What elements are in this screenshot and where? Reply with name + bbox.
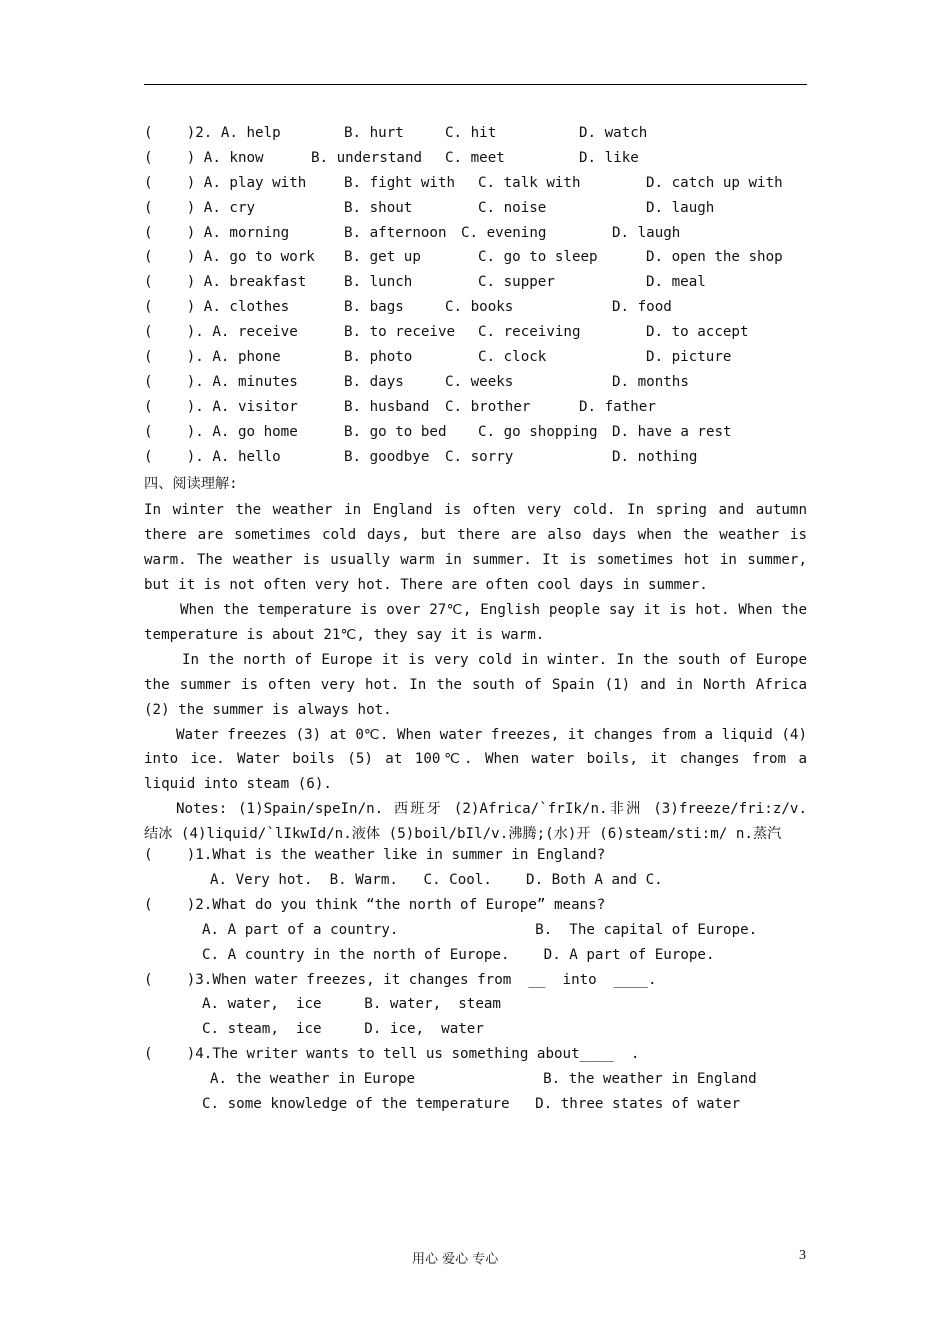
question-stem: ( )1.What is the weather like in summer in England? bbox=[144, 847, 606, 864]
question-stem: ( )3.When water freezes, it changes from __ into ____. bbox=[144, 971, 657, 988]
option-b: B. goodbye bbox=[344, 448, 430, 465]
option-b: B. hurt bbox=[344, 125, 404, 141]
option-b: B. to receive bbox=[344, 324, 456, 341]
option-d: D. laugh bbox=[646, 199, 715, 216]
question-options: C. steam, ice D. ice, water bbox=[202, 1021, 484, 1038]
option-d: D. like bbox=[579, 149, 639, 166]
option-row bbox=[144, 225, 807, 250]
question-options: A. A part of a country. B. The capital of Europe. bbox=[202, 921, 758, 938]
option-row bbox=[144, 249, 807, 274]
page-content bbox=[144, 125, 807, 1121]
reading-paragraph-4: Water freezes (3) at 0℃. When water freezes, it changes from a liquid (4) into ice. Water boils (5) at 100℃. When water boils, it changes from a liquid into steam (6). bbox=[144, 726, 807, 793]
option-d: D. catch up with bbox=[646, 174, 783, 191]
option-c: C. supper bbox=[478, 274, 555, 291]
page-number: 3 bbox=[799, 1248, 806, 1263]
option-d: D. watch bbox=[579, 125, 648, 141]
option-b: B. understand bbox=[311, 149, 423, 166]
question-stem: ( )2.What do you think “the north of Europe” means? bbox=[144, 896, 606, 913]
option-row bbox=[144, 399, 807, 424]
vocabulary-notes: Notes: (1)Spain/speIn/n. 西班牙 (2)Africa/`frIk/n.非洲 (3)freeze/fri:z/v. 结冰 (4)liquid/`lIkwId/n.液体 (5)boil/bIl/v.沸腾;(水)开 (6)steam/sti:m/ n.蒸汽 bbox=[144, 801, 807, 843]
option-row bbox=[144, 200, 807, 225]
reading-paragraph-2: When the temperature is over 27℃, English people say it is hot. When the temperature is about 21℃, they say it is warm. bbox=[144, 601, 807, 643]
option-row bbox=[144, 175, 807, 200]
option-b: B. afternoon bbox=[344, 224, 447, 241]
option-b: B. husband bbox=[344, 398, 430, 415]
option-a: ( ) A. go to work bbox=[144, 249, 315, 266]
option-c: C. go to sleep bbox=[478, 249, 598, 266]
option-d: D. nothing bbox=[612, 448, 698, 465]
option-c: C. evening bbox=[461, 224, 547, 241]
option-d: D. meal bbox=[646, 274, 706, 291]
option-b: B. days bbox=[344, 373, 404, 390]
option-a: ( ) A. play with bbox=[144, 174, 307, 191]
question-options: C. some knowledge of the temperature D. three states of water bbox=[202, 1095, 741, 1112]
option-row bbox=[144, 125, 807, 150]
option-row bbox=[144, 274, 807, 299]
option-b: B. shout bbox=[344, 199, 413, 216]
question-options: C. A country in the north of Europe. D. A part of Europe. bbox=[202, 946, 715, 963]
header-rule bbox=[144, 84, 807, 85]
option-a: ( ) A. breakfast bbox=[144, 274, 307, 291]
option-a: ( ). A. go home bbox=[144, 423, 298, 440]
option-d: D. laugh bbox=[612, 224, 681, 241]
option-a: ( )2. A. help bbox=[144, 125, 281, 141]
option-c: C. weeks bbox=[445, 373, 514, 390]
reading-paragraph-1: In winter the weather in England is often very cold. In spring and autumn there are sometimes cold days, but there are also days when the weather is warm. The weather is usually warm in summer. It is sometimes hot in summer, but it is not often very hot. There are often cool days in summer. bbox=[144, 502, 807, 594]
option-row bbox=[144, 324, 807, 349]
option-d: D. open the shop bbox=[646, 249, 783, 266]
option-c: C. go shopping bbox=[478, 423, 598, 440]
option-row bbox=[144, 299, 807, 324]
option-c: C. hit bbox=[445, 125, 497, 141]
option-row bbox=[144, 449, 807, 474]
reading-paragraph-3: In the north of Europe it is very cold in winter. In the south of Europe the summer is often very hot. In the south of Spain (1) and in North Africa (2) the summer is always hot. bbox=[144, 651, 807, 718]
option-b: B. photo bbox=[344, 349, 413, 366]
option-row bbox=[144, 424, 807, 449]
question-options: A. the weather in Europe B. the weather in England bbox=[210, 1071, 757, 1088]
page-footer bbox=[0, 1248, 950, 1268]
option-a: ( ). A. receive bbox=[144, 324, 298, 341]
option-c: C. receiving bbox=[478, 324, 581, 341]
question-stem: ( )4.The writer wants to tell us something about____ . bbox=[144, 1046, 640, 1063]
option-d: D. picture bbox=[646, 349, 732, 366]
option-a: ( ) A. cry bbox=[144, 199, 256, 216]
option-d: D. months bbox=[612, 373, 689, 390]
option-d: D. food bbox=[612, 299, 672, 316]
option-a: ( ). A. visitor bbox=[144, 398, 298, 415]
option-b: B. go to bed bbox=[344, 423, 447, 440]
option-c: C. clock bbox=[478, 349, 547, 366]
option-d: D. father bbox=[579, 398, 656, 415]
option-b: B. bags bbox=[344, 299, 404, 316]
option-a: ( ). A. hello bbox=[144, 448, 281, 465]
option-d: D. to accept bbox=[646, 324, 749, 341]
option-a: ( ) A. clothes bbox=[144, 299, 290, 316]
option-b: B. fight with bbox=[344, 174, 456, 191]
option-c: C. sorry bbox=[445, 448, 514, 465]
option-row bbox=[144, 349, 807, 374]
question-options: A. water, ice B. water, steam bbox=[202, 996, 501, 1013]
option-d: D. have a rest bbox=[612, 423, 732, 440]
footer-motto: 用心 爱心 专心 bbox=[412, 1252, 499, 1267]
option-row bbox=[144, 150, 807, 175]
option-a: ( ). A. minutes bbox=[144, 373, 298, 390]
question-options: A. Very hot. B. Warm. C. Cool. D. Both A and C. bbox=[210, 871, 663, 888]
section-heading: 四、阅读理解: bbox=[144, 476, 238, 493]
option-a: ( ) A. know bbox=[144, 149, 264, 166]
option-c: C. meet bbox=[445, 149, 505, 166]
option-a: ( ) A. morning bbox=[144, 224, 290, 241]
option-b: B. get up bbox=[344, 249, 421, 266]
option-row bbox=[144, 374, 807, 399]
option-c: C. books bbox=[445, 299, 514, 316]
option-c: C. talk with bbox=[478, 174, 581, 191]
option-a: ( ). A. phone bbox=[144, 349, 281, 366]
option-b: B. lunch bbox=[344, 274, 413, 291]
option-c: C. noise bbox=[478, 199, 547, 216]
option-c: C. brother bbox=[445, 398, 531, 415]
